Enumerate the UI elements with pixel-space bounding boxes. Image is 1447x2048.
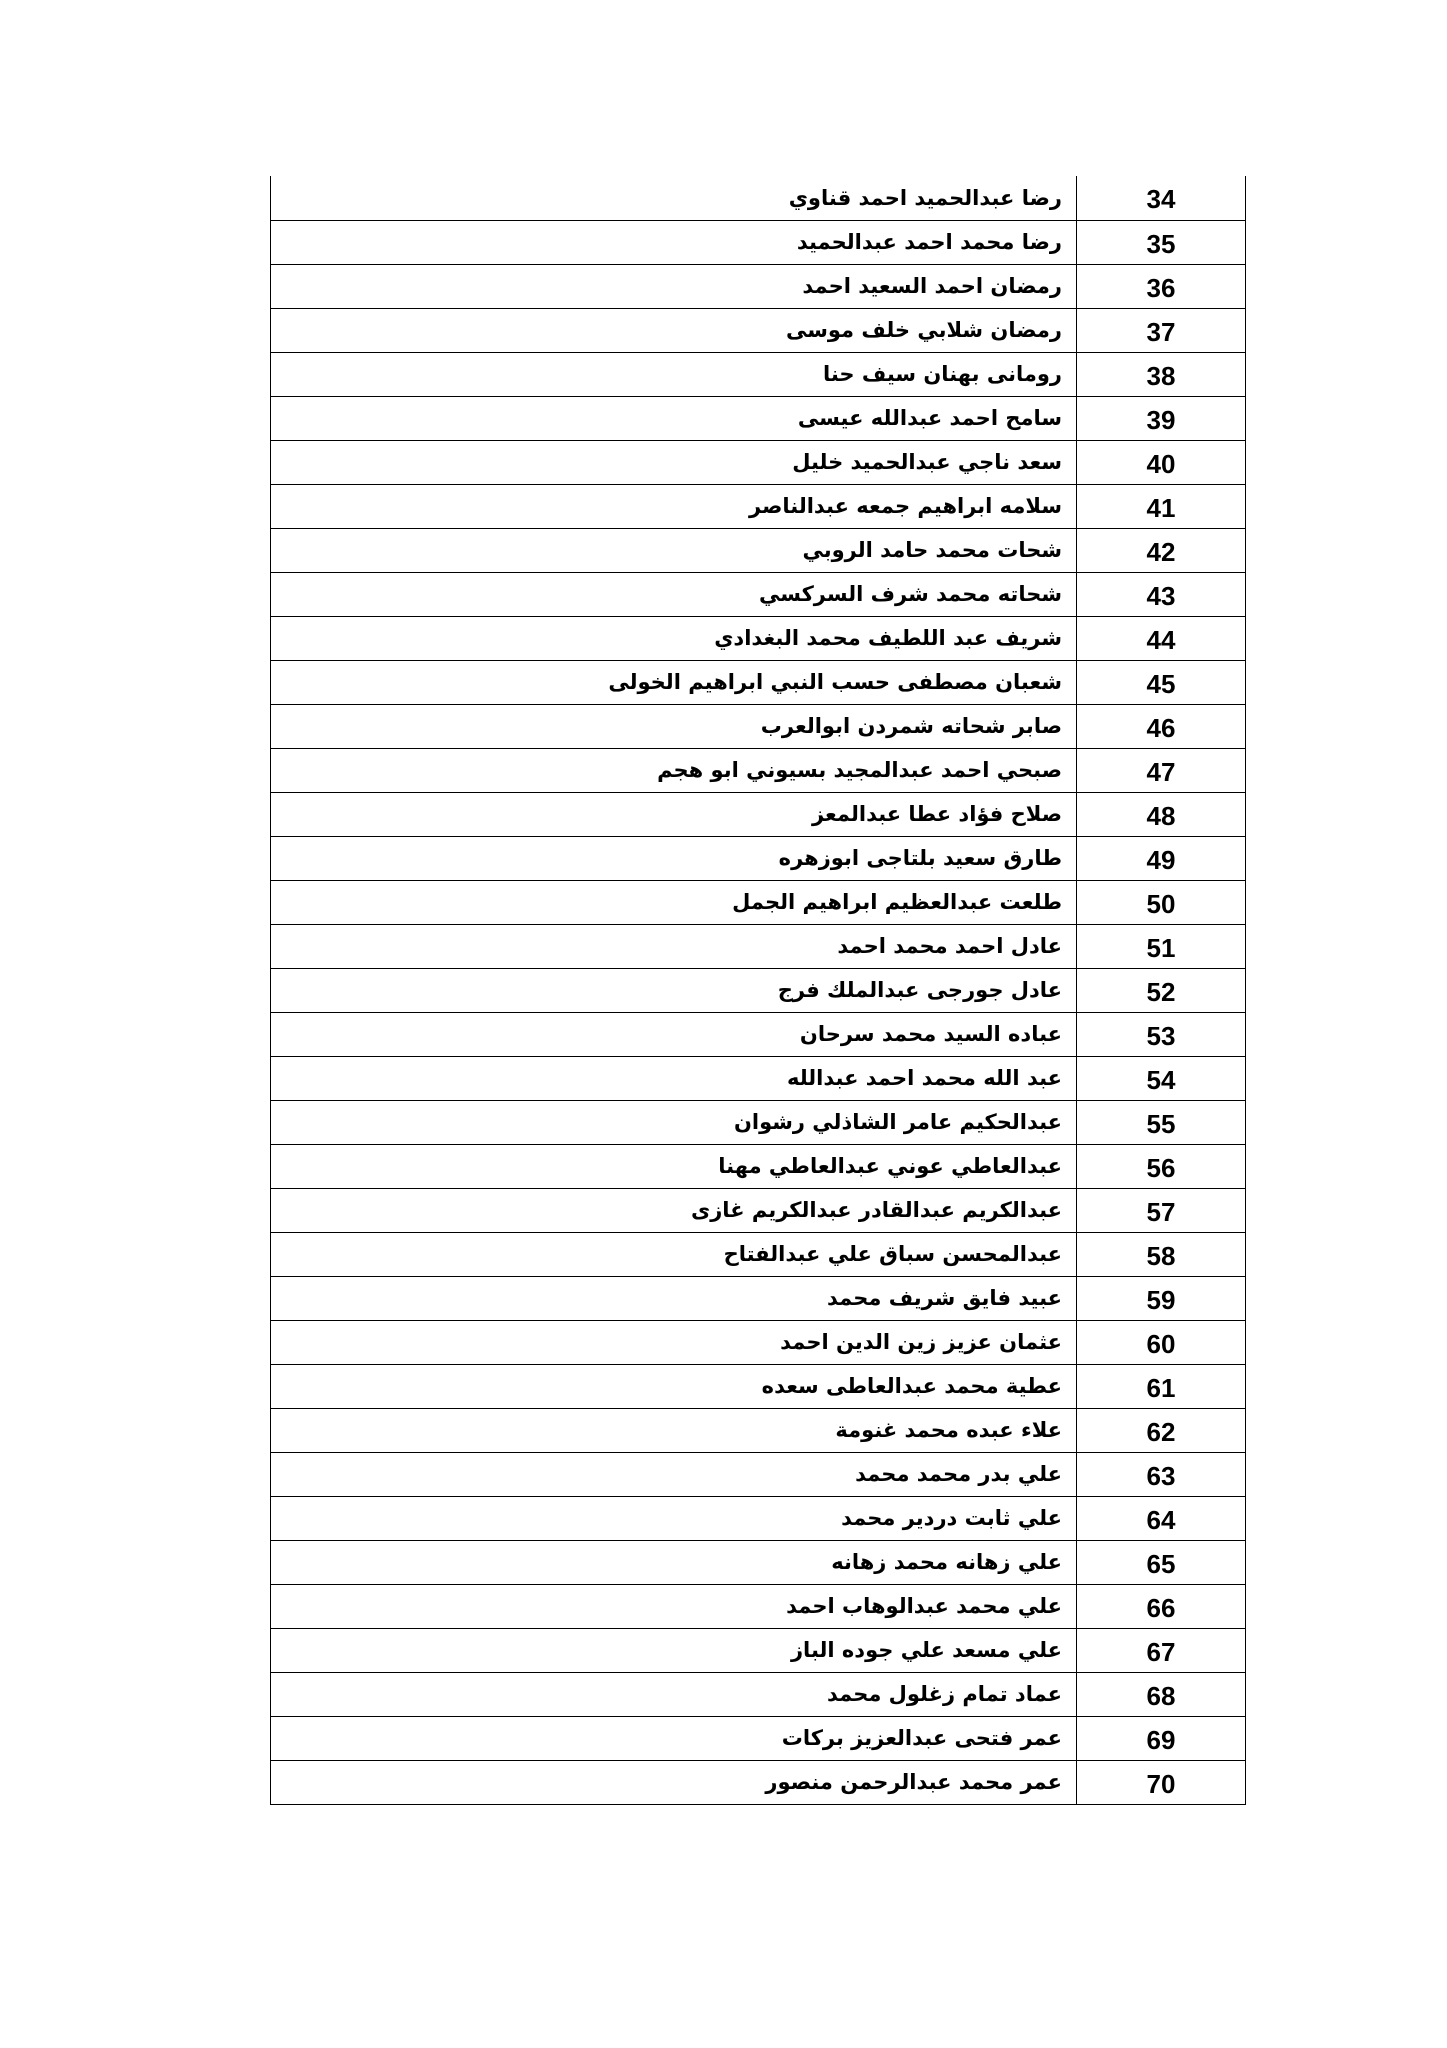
table-row	[271, 1716, 1246, 1760]
name-cell: عبدالعاطي عوني عبدالعاطي مهنا	[271, 1144, 1077, 1188]
table-row	[271, 1276, 1246, 1320]
name-cell: صابر شحاته شمردن ابوالعرب	[271, 704, 1077, 748]
table-row	[271, 1144, 1246, 1188]
number-cell: 52	[1077, 968, 1246, 1012]
names-table	[270, 176, 1246, 1805]
number-cell: 47	[1077, 748, 1246, 792]
table-row	[271, 572, 1246, 616]
number-cell: 59	[1077, 1276, 1246, 1320]
name-cell: عطية محمد عبدالعاطى سعده	[271, 1364, 1077, 1408]
number-cell: 68	[1077, 1672, 1246, 1716]
number-cell: 55	[1077, 1100, 1246, 1144]
number-cell: 57	[1077, 1188, 1246, 1232]
table-row	[271, 396, 1246, 440]
name-cell: عادل احمد محمد احمد	[271, 924, 1077, 968]
table-row	[271, 1100, 1246, 1144]
name-cell: عبدالحكيم عامر الشاذلي رشوان	[271, 1100, 1077, 1144]
number-cell: 69	[1077, 1716, 1246, 1760]
number-cell: 35	[1077, 220, 1246, 264]
number-cell: 66	[1077, 1584, 1246, 1628]
table-row	[271, 1232, 1246, 1276]
number-cell: 40	[1077, 440, 1246, 484]
name-cell: سعد ناجي عبدالحميد خليل	[271, 440, 1077, 484]
name-cell: شحاته محمد شرف السركسي	[271, 572, 1077, 616]
table-row	[271, 748, 1246, 792]
number-cell: 70	[1077, 1760, 1246, 1804]
number-cell: 67	[1077, 1628, 1246, 1672]
name-cell: شحات محمد حامد الروبي	[271, 528, 1077, 572]
name-cell: رضا محمد احمد عبدالحميد	[271, 220, 1077, 264]
table-row	[271, 264, 1246, 308]
table-row	[271, 1320, 1246, 1364]
number-cell: 61	[1077, 1364, 1246, 1408]
table-row	[271, 704, 1246, 748]
table-row	[271, 880, 1246, 924]
name-cell: صبحي احمد عبدالمجيد بسيوني ابو هجم	[271, 748, 1077, 792]
name-cell: طلعت عبدالعظيم ابراهيم الجمل	[271, 880, 1077, 924]
name-cell: شريف عبد اللطيف محمد البغدادي	[271, 616, 1077, 660]
name-cell: علي بدر محمد محمد	[271, 1452, 1077, 1496]
table-row	[271, 1584, 1246, 1628]
table-row	[271, 924, 1246, 968]
table-row	[271, 1452, 1246, 1496]
name-cell: سلامه ابراهيم جمعه عبدالناصر	[271, 484, 1077, 528]
table-row	[271, 1188, 1246, 1232]
name-cell: عبدالكريم عبدالقادر عبدالكريم غازى	[271, 1188, 1077, 1232]
name-cell: رمضان شلابي خلف موسى	[271, 308, 1077, 352]
number-cell: 34	[1077, 176, 1246, 220]
table-row	[271, 220, 1246, 264]
number-cell: 42	[1077, 528, 1246, 572]
name-cell: عثمان عزيز زين الدين احمد	[271, 1320, 1077, 1364]
table-row	[271, 1364, 1246, 1408]
name-cell: رومانى بهنان سيف حنا	[271, 352, 1077, 396]
table-row	[271, 836, 1246, 880]
number-cell: 54	[1077, 1056, 1246, 1100]
number-cell: 63	[1077, 1452, 1246, 1496]
name-cell: عباده السيد محمد سرحان	[271, 1012, 1077, 1056]
number-cell: 45	[1077, 660, 1246, 704]
name-cell: عماد تمام زغلول محمد	[271, 1672, 1077, 1716]
name-cell: علي محمد عبدالوهاب احمد	[271, 1584, 1077, 1628]
name-cell: رضا عبدالحميد احمد قناوي	[271, 176, 1077, 220]
name-cell: عمر فتحى عبدالعزيز بركات	[271, 1716, 1077, 1760]
table-row	[271, 1672, 1246, 1716]
table-row	[271, 1496, 1246, 1540]
name-cell: علاء عبده محمد غنومة	[271, 1408, 1077, 1452]
number-cell: 62	[1077, 1408, 1246, 1452]
table-row	[271, 308, 1246, 352]
number-cell: 48	[1077, 792, 1246, 836]
number-cell: 60	[1077, 1320, 1246, 1364]
number-cell: 41	[1077, 484, 1246, 528]
table-row	[271, 528, 1246, 572]
name-cell: صلاح فؤاد عطا عبدالمعز	[271, 792, 1077, 836]
table-row	[271, 1628, 1246, 1672]
name-cell: شعبان مصطفى حسب النبي ابراهيم الخولى	[271, 660, 1077, 704]
number-cell: 51	[1077, 924, 1246, 968]
name-cell: سامح احمد عبدالله عيسى	[271, 396, 1077, 440]
name-cell: عادل جورجى عبدالملك فرج	[271, 968, 1077, 1012]
name-cell: علي مسعد علي جوده الباز	[271, 1628, 1077, 1672]
number-cell: 65	[1077, 1540, 1246, 1584]
name-cell: علي ثابت دردير محمد	[271, 1496, 1077, 1540]
table-row	[271, 352, 1246, 396]
table-row	[271, 968, 1246, 1012]
number-cell: 49	[1077, 836, 1246, 880]
table-row	[271, 440, 1246, 484]
table-row	[271, 1408, 1246, 1452]
number-cell: 56	[1077, 1144, 1246, 1188]
number-cell: 53	[1077, 1012, 1246, 1056]
name-cell: عبدالمحسن سباق علي عبدالفتاح	[271, 1232, 1077, 1276]
number-cell: 64	[1077, 1496, 1246, 1540]
number-cell: 46	[1077, 704, 1246, 748]
table-row	[271, 792, 1246, 836]
table-row	[271, 616, 1246, 660]
number-cell: 37	[1077, 308, 1246, 352]
name-cell: رمضان احمد السعيد احمد	[271, 264, 1077, 308]
names-table-body	[271, 176, 1246, 1804]
name-cell: عبيد فايق شريف محمد	[271, 1276, 1077, 1320]
table-row	[271, 1760, 1246, 1804]
table-row	[271, 484, 1246, 528]
name-cell: طارق سعيد بلتاجى ابوزهره	[271, 836, 1077, 880]
number-cell: 58	[1077, 1232, 1246, 1276]
name-cell: عبد الله محمد احمد عبدالله	[271, 1056, 1077, 1100]
number-cell: 50	[1077, 880, 1246, 924]
number-cell: 36	[1077, 264, 1246, 308]
table-row	[271, 1056, 1246, 1100]
table-row	[271, 1012, 1246, 1056]
name-cell: علي زهانه محمد زهانه	[271, 1540, 1077, 1584]
table-row	[271, 1540, 1246, 1584]
name-cell: عمر محمد عبدالرحمن منصور	[271, 1760, 1077, 1804]
table-row	[271, 660, 1246, 704]
number-cell: 39	[1077, 396, 1246, 440]
table-row	[271, 176, 1246, 220]
number-cell: 43	[1077, 572, 1246, 616]
number-cell: 38	[1077, 352, 1246, 396]
number-cell: 44	[1077, 616, 1246, 660]
